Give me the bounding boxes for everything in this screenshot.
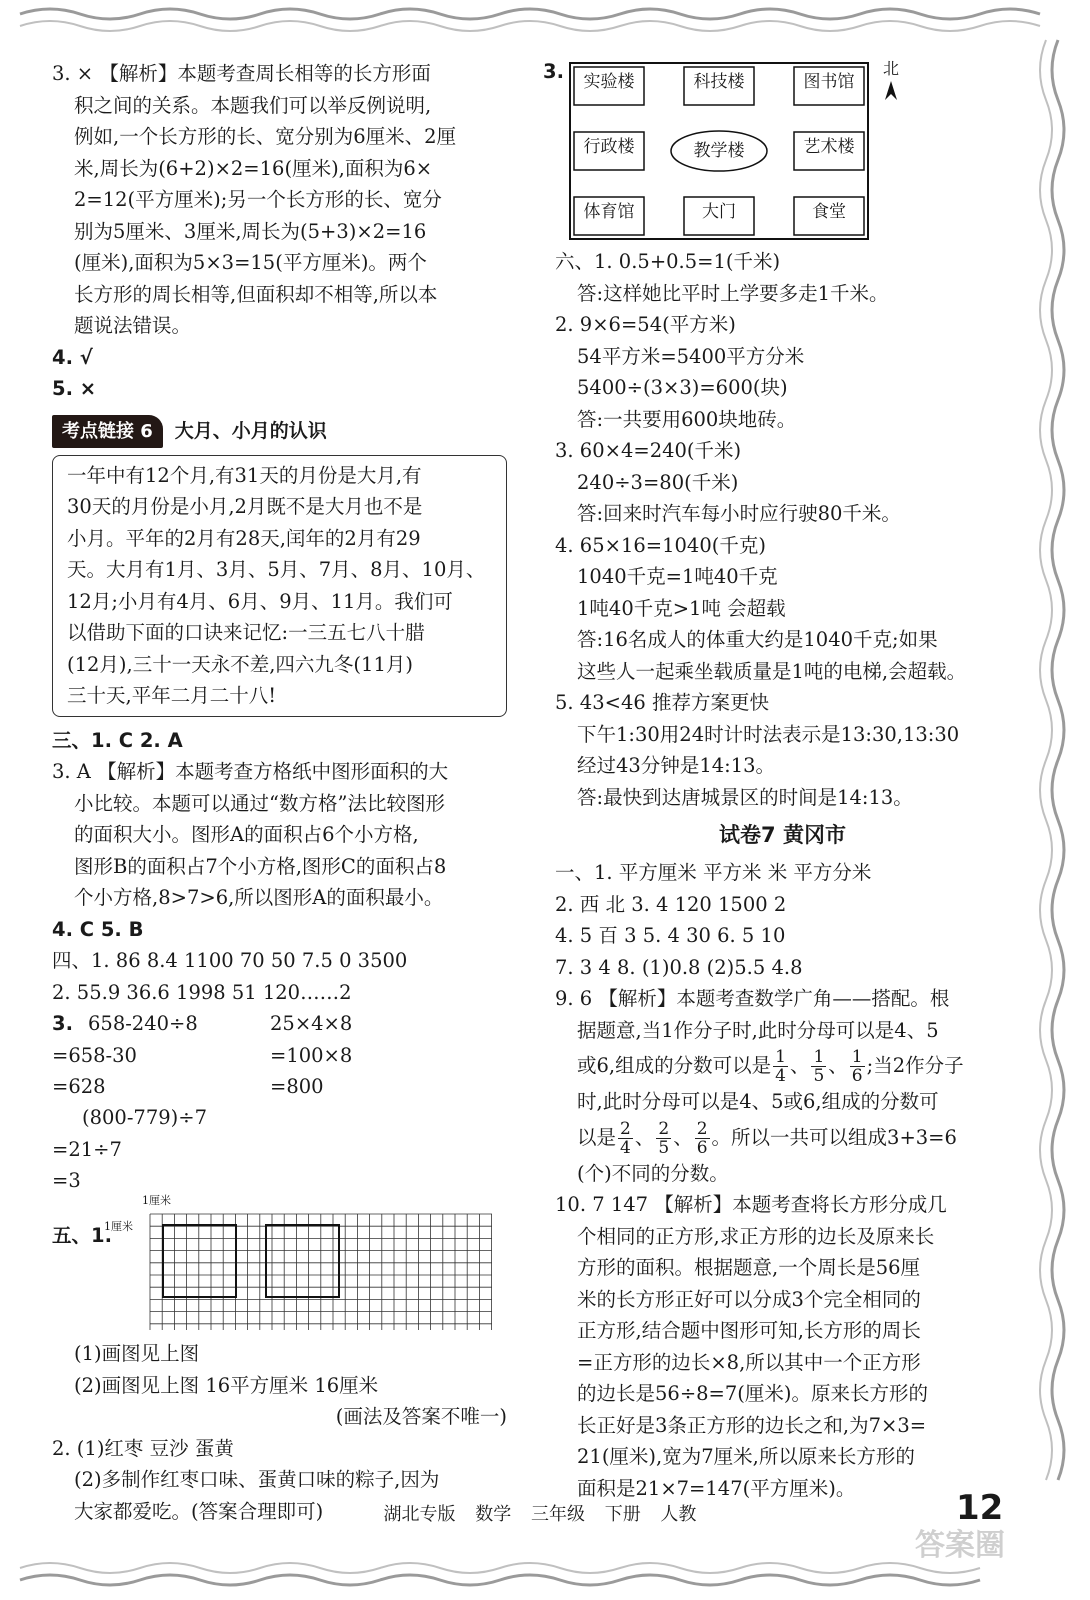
section-5-q2-line-2: (2)多制作红枣口味、蛋黄口味的粽子,因为 xyxy=(74,1468,440,1491)
fraction-numerator: 1 xyxy=(851,1047,863,1067)
answer-9-end: (个)不同的分数。 xyxy=(577,1161,729,1185)
left-q3-line: 别为5厘米、3厘米,周长为(5+3)×2=16 xyxy=(74,219,427,243)
map-cell-lab-building: 实验楼 xyxy=(583,72,635,92)
knowledge-link-box xyxy=(52,455,507,717)
s3-q3-line: 的面积大小。图形A的面积占6个小方格, xyxy=(74,823,419,846)
q10-line: 米的长方形正好可以分成3个完全相同的 xyxy=(577,1287,921,1311)
kd-box-line: 天。大月有1月、3月、5月、7月、8月、10月、 xyxy=(67,558,486,581)
q10-line: 长正好是3条正方形的边长之和,为7×3= xyxy=(577,1413,927,1437)
left-q3-line: 积之间的关系。本题我们可以举反例说明, xyxy=(74,93,432,117)
q10-line: 个相同的正方形,求正方形的边长及原来长 xyxy=(577,1224,935,1248)
s6-line: 1040千克=1吨40千克 xyxy=(577,565,778,588)
s6-line: 这些人一起乘坐载质量是1吨的电梯,会超载。 xyxy=(577,659,967,683)
q10-line: 的边长是56÷8=7(厘米)。原来长方形的 xyxy=(577,1382,929,1405)
kd-box-line: 30天的月份是小月,2月既不是大月也不是 xyxy=(67,495,423,518)
left-q3-line: 米,周长为(6+2)×2=16(厘米),面积为6× xyxy=(74,156,433,180)
knowledge-link-badge: 考点链接 6 xyxy=(52,415,163,449)
kd-box-line: 一年中有12个月,有31天的月份是大月,有 xyxy=(67,463,422,487)
knowledge-link-header xyxy=(52,415,507,449)
s3-q3-line: 个小方格,8>7>6,所以图形A的面积最小。 xyxy=(74,886,444,909)
s6-line: 3. 60×4=240(千米) xyxy=(555,439,742,462)
s3-q3-line: 小比较。本题可以通过“数方格”法比较图形 xyxy=(74,791,445,815)
kd-box-line: 三十天,平年二月二十八! xyxy=(67,684,277,707)
north-label: 北 xyxy=(883,59,900,78)
section-5-part-1: (1)画图见上图 xyxy=(74,1342,200,1365)
calc-b-line: =800 xyxy=(270,1075,324,1098)
s3-q3-line: 图形B的面积占7个小方格,图形C的面积占8 xyxy=(74,854,447,878)
fraction-numerator: 2 xyxy=(696,1118,708,1139)
s3-q3-line: 3. A 【解析】本题考查方格纸中图形面积的大 xyxy=(52,760,449,783)
fraction-separator: 、 xyxy=(789,1054,810,1077)
calc-a-line: =658-30 xyxy=(52,1043,137,1067)
campus-map xyxy=(543,58,1010,246)
s6-line: 六、1. 0.5+0.5=1(千米) xyxy=(555,250,781,273)
e1-line: 据题意,当1作分子时,此时分母可以是4、5 xyxy=(577,1018,939,1042)
section-5-part-2: (2)画图见上图 16平方厘米 16厘米 xyxy=(74,1373,379,1397)
section-3-q4-q5: 4. C 5. B xyxy=(52,917,144,941)
calc-a-line: =628 xyxy=(52,1075,106,1098)
answer-4: 4. √ xyxy=(52,345,93,369)
s6-line: 答:16名成人的体重大约是1040千克;如果 xyxy=(577,628,938,651)
grid-question xyxy=(52,1194,507,1338)
e1-line: 4. 5 百 3 5. 4 30 6. 5 10 xyxy=(555,924,786,947)
calc-b-line: =100×8 xyxy=(270,1043,353,1067)
left-q3-line: (厘米),面积为5×3=15(平方厘米)。两个 xyxy=(74,251,427,274)
fraction-denominator: 5 xyxy=(813,1066,825,1086)
left-q3-line: 例如,一个长方形的长、宽分别为6厘米、2厘 xyxy=(74,125,457,148)
s6-line: 2. 9×6=54(平方米) xyxy=(555,313,736,336)
fraction-denominator: 4 xyxy=(775,1066,786,1086)
calc-a-line: 658-240÷8 xyxy=(88,1012,198,1035)
drawn-square-1 xyxy=(163,1225,236,1297)
map-cell-teaching-building: 教学楼 xyxy=(693,141,745,161)
calc-c-line: =21÷7 xyxy=(52,1137,122,1161)
e1-line: 2. 西 北 3. 4 120 1500 2 xyxy=(555,892,787,916)
left-q3-line: 题说法错误。 xyxy=(74,314,192,337)
s6-line: 240÷3=80(千米) xyxy=(577,470,739,494)
fraction-denominator: 5 xyxy=(658,1137,670,1158)
fraction xyxy=(811,1048,826,1085)
fraction xyxy=(695,1120,710,1157)
fraction-separator: 、 xyxy=(673,1125,693,1149)
fraction-line-1: 或6,组成的分数可以是 $\frac{1}{4}$ 、 $\frac{1}{5}$ 、 $\frac{1}{6}$ ;当2作分子 xyxy=(577,1047,964,1086)
section-4-line-2: 2. 55.9 36.6 1998 51 120……2 xyxy=(52,980,352,1004)
calculation-c xyxy=(52,1102,272,1197)
fraction-denominator: 6 xyxy=(851,1066,863,1086)
kd-box-line: (12月),三十一天永不差,四六九冬(11月) xyxy=(67,652,413,676)
map-cell-canteen: 食堂 xyxy=(812,202,846,222)
section-5-label: 五、1. xyxy=(52,1224,112,1247)
map-cell-gym: 体育馆 xyxy=(583,202,635,222)
right-column xyxy=(543,58,1010,1504)
kd-box-line: 小月。平年的2月有28天,闰年的2月有29 xyxy=(67,526,421,550)
fraction-numerator: 2 xyxy=(658,1118,670,1139)
fraction xyxy=(618,1120,633,1157)
fraction-separator: 、 xyxy=(828,1054,848,1077)
fraction-denominator: 6 xyxy=(696,1137,708,1158)
fraction-numerator: 2 xyxy=(620,1118,631,1139)
calculation-block: 3. 658-240÷8 =658-30 =628 25×4×8 =100×8 =800 (800-779)÷7 =21÷7 =3 xyxy=(52,1008,507,1198)
fractions-group-2 xyxy=(616,1118,712,1158)
s6-line: 5400÷(3×3)=600(块) xyxy=(577,376,788,399)
map-cell-main-gate: 大门 xyxy=(702,202,736,222)
watermark-logo: 答案圈 xyxy=(915,1528,1005,1563)
fraction-separator: 、 xyxy=(634,1125,655,1149)
kd-box-line: 12月;小月有4月、6月、9月、11月。我们可 xyxy=(67,589,453,613)
fraction-numerator: 1 xyxy=(775,1047,786,1067)
section-5-q2-line-3: 大家都爱吃。(答案合理即可) xyxy=(74,1499,324,1523)
s6-line: 答:这样她比平时上学要多走1千米。 xyxy=(577,281,889,305)
calculation-a xyxy=(52,1008,252,1103)
s6-line: 4. 65×16=1040(千克) xyxy=(555,533,766,557)
fractions-group-1 xyxy=(771,1047,867,1086)
fraction-line-2: 以是 $\frac{2}{4}$ 、 $\frac{2}{5}$ 、 $\frac{2}{6}$ 。所以一共可以组成3+3=6 xyxy=(577,1118,957,1158)
q10-line: 10. 7 147 【解析】本题考查将长方形分成几 xyxy=(555,1193,947,1216)
map-question-number: 3. xyxy=(543,60,564,83)
section-5-q2-line-1: 2. (1)红枣 豆沙 蛋黄 xyxy=(52,1436,234,1460)
e1-line: 9. 6 【解析】本题考查数学广角——搭配。根 xyxy=(555,987,950,1010)
grid-unit-label-left: 1厘米 xyxy=(104,1220,133,1233)
s6-line: 1吨40千克>1吨 会超载 xyxy=(577,596,786,620)
q10-line: 21(厘米),宽为7厘米,所以原来长方形的 xyxy=(577,1445,915,1468)
north-arrow-icon xyxy=(883,80,899,102)
answer-5: 5. × xyxy=(52,377,97,400)
section-3-answers: 三、1. C 2. A xyxy=(52,728,183,752)
kd-box-line: 以借助下面的口诀来记忆:一三五七八十腊 xyxy=(67,621,425,644)
map-cell-tech-building: 科技楼 xyxy=(693,72,745,92)
left-q3-line: 2=12(平方厘米);另一个长方形的长、宽分 xyxy=(74,188,442,211)
s6-line: 答:一共要用600块地砖。 xyxy=(577,407,797,431)
fraction xyxy=(656,1120,671,1157)
section-3-q3-explanation xyxy=(52,756,507,914)
knowledge-link-title: 大月、小月的认识 xyxy=(174,419,327,442)
left-q3-line: 3. × 【解析】本题考查周长相等的长方形面 xyxy=(52,62,431,85)
exam-7-answers xyxy=(555,857,1010,1046)
s6-line: 经过43分钟是14:13。 xyxy=(577,754,776,777)
square-grid xyxy=(148,1212,494,1332)
s6-line: 答:最快到达唐城景区的时间是14:13。 xyxy=(577,785,913,809)
e1-line: 7. 3 4 8. (1)0.8 (2)5.5 4.8 xyxy=(555,955,803,979)
fraction xyxy=(850,1048,865,1085)
answer-3-explanation xyxy=(52,58,507,342)
fraction xyxy=(773,1048,788,1085)
left-q3-line: 长方形的周长相等,但面积却不相等,所以本 xyxy=(74,282,438,306)
calc-c-line: (800-779)÷7 xyxy=(82,1106,207,1129)
left-column xyxy=(52,58,507,1527)
exam-title: 试卷7 黄冈市 xyxy=(719,823,846,847)
footer-edition: 湖北专版 数学 三年级 下册 人教 xyxy=(383,1504,697,1525)
fraction-middle-line: 时,此时分母可以是4、5或6,组成的分数可 xyxy=(577,1090,939,1113)
s6-line: 5. 43<46 推荐方案更快 xyxy=(555,691,769,714)
map-cell-admin-building: 行政楼 xyxy=(583,137,635,157)
calc-b-line: 25×4×8 xyxy=(270,1012,353,1035)
s6-line: 下午1:30用24时计时法表示是13:30,13:30 xyxy=(577,722,960,746)
answer-10-explanation xyxy=(555,1189,1010,1504)
section-6-answers xyxy=(555,246,1010,813)
q10-line: =正方形的边长×8,所以其中一个正方形 xyxy=(577,1350,921,1374)
fraction-denominator: 4 xyxy=(620,1137,631,1158)
drawn-square-2 xyxy=(266,1225,339,1297)
q10-line: 正方形,结合题中图形可知,长方形的周长 xyxy=(577,1319,921,1342)
map-cell-art-building: 艺术楼 xyxy=(803,137,855,157)
section-4-line-1: 四、1. 86 8.4 1100 70 50 7.5 0 3500 xyxy=(52,949,408,972)
s6-line: 54平方米=5400平方分米 xyxy=(577,344,805,368)
page-number: 12 xyxy=(956,1488,1004,1528)
s6-line: 答:回来时汽车每小时应行驶80千米。 xyxy=(577,502,901,525)
calc-c-line: =3 xyxy=(52,1169,81,1192)
q10-line: 面积是21×7=147(平方厘米)。 xyxy=(577,1476,856,1500)
q10-line: 方形的面积。根据题意,一个周长是56厘 xyxy=(577,1256,921,1279)
map-cell-library: 图书馆 xyxy=(803,72,855,92)
section-5-note: (画法及答案不唯一) xyxy=(335,1405,507,1428)
grid-unit-label-top: 1厘米 xyxy=(142,1194,171,1207)
e1-line: 一、1. 平方厘米 平方米 米 平方分米 xyxy=(555,861,872,884)
fraction-numerator: 1 xyxy=(813,1047,825,1067)
calculation-b xyxy=(270,1008,470,1103)
